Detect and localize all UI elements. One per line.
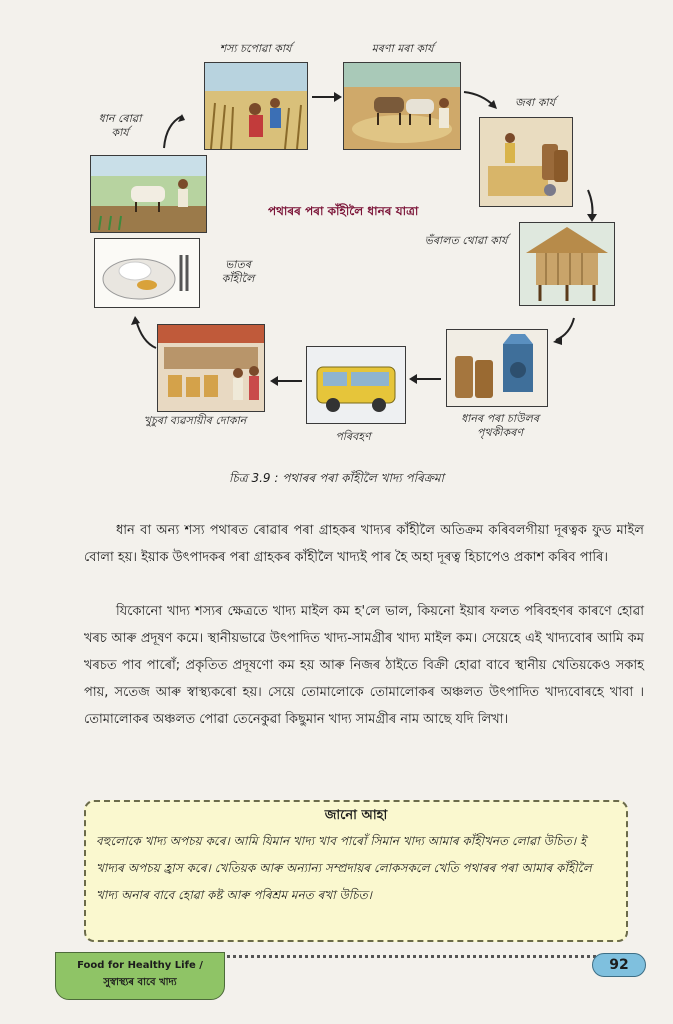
sowing-picture <box>90 155 207 233</box>
arrow-icon <box>550 316 580 346</box>
arrow-icon <box>128 312 160 352</box>
arrow-icon <box>582 188 602 224</box>
arrow-icon <box>462 88 500 112</box>
harvest-picture <box>204 62 308 150</box>
label-storage: ভঁৰালত থোৱা কাৰ্য <box>424 234 508 247</box>
figure-center-title: পথাৰৰ পৰা কাঁহীলৈ ধানৰ যাত্ৰা <box>268 204 419 218</box>
book-title-english: Food for Healthy Life / <box>77 960 203 971</box>
retail-shop-picture <box>157 324 265 412</box>
box-title: জানো আহা <box>324 808 388 823</box>
paragraph-local-food: যিকোনো খাদ্য শস্যৰ ক্ষেত্ৰতে খাদ্য মাইল কম হ'লে ভাল, কিয়নো ইয়াৰ ফলত পৰিবহণৰ কাৰণে হোৱা খৰচ আৰু প্ৰদূষণ কমে। স্থানীয়ভাৱে উৎপাদিত খাদ্য-সামগ্ৰীৰ খাদ্য মাইল কম। সেয়েহে এই খাদ্যবোৰ আমি কম খৰচত পাব পাৰোঁ; প্ৰকৃতিত প্ৰদূষণো কম হয় আৰু নিজৰ ঠাইতে বিক্ৰী হোৱা বাবে স্থানীয় খেতিয়কেও সকাহ পায়, সতেজ আৰু স্বাস্থ্যকৰো হয়। সেয়ে তোমালোকে তোমালোকৰ অঞ্চলত উৎপাদিত খাদ্যবোৰহে খাবা । তোমালোকৰ অঞ্চলত পোৱা তেনেকুৱা কিছুমান খাদ্য সামগ্ৰীৰ নাম আছে যদি লিখা। <box>84 604 644 727</box>
rice-plate-picture <box>94 238 200 308</box>
rice-mill-picture <box>446 329 548 407</box>
label-shop: খুচুৰা ব্যৱসায়ীৰ দোকান <box>143 414 247 427</box>
label-drying: জৰা কাৰ্য <box>515 96 555 109</box>
label-threshing: মৰণা মৰা কাৰ্য <box>371 42 434 55</box>
arrow-icon <box>268 374 304 388</box>
threshing-picture <box>343 62 461 150</box>
label-sowing: ধান ৰোৱা কাৰ্য <box>98 112 142 139</box>
label-harvest: শস্য চপোৱা কাৰ্য <box>219 42 292 55</box>
book-title-tab <box>55 952 225 1000</box>
arrow-icon <box>158 112 188 152</box>
transport-van-picture <box>306 346 406 424</box>
figure-caption: চিত্ৰ 3.9 : পথাৰৰ পৰা কাঁহীলৈ খাদ্য পৰিক্ৰমা <box>228 471 445 485</box>
box-text: বহুলোকে খাদ্য অপচয় কৰে। আমি যিমান খাদ্য খাব পাৰোঁ সিমান খাদ্য আমাৰ কাঁহীখনত লোৱা উচিত। ই খাদ্যৰ অপচয় হ্ৰাস কৰে। খেতিয়ক আৰু অন্যান্য সম্প্ৰদায়ৰ লোকসকলে খেতি পথাৰৰ পৰা আমাৰ কাঁহীলৈ খাদ্য অনাৰ বাবে হোৱা কষ্ট আৰু পৰিশ্ৰম মনত ৰখা উচিত। <box>96 834 592 902</box>
label-plate: ভাতৰ কাঁহীলৈ <box>221 258 255 285</box>
drying-picture <box>479 117 573 207</box>
label-separation: ধানৰ পৰা চাউলৰ পৃথকীকৰণ <box>460 412 540 439</box>
arrow-icon <box>310 90 344 104</box>
paragraph-food-mile: ধান বা অন্য শস্য পথাৰত ৰোৱাৰ পৰা গ্ৰাহকৰ খাদ্যৰ কাঁহীলৈ অতিক্ৰম কৰিবলগীয়া দূৰত্বক ফুড মাইল বোলা হয়। ইয়াক উৎপাদকৰ পৰা গ্ৰাহকৰ কাঁহীলৈ খাদ্যই পাৰ হৈ অহা দূৰত্ব হিচাপেও প্ৰকাশ কৰিব পাৰি। <box>84 523 644 565</box>
arrow-icon <box>407 372 443 386</box>
label-transport: পৰিবহণ <box>335 430 371 443</box>
did-you-know-box <box>84 800 628 942</box>
page-number: 92 <box>592 953 646 977</box>
storage-granary-picture <box>519 222 615 306</box>
book-title-assamese: সুস্বাস্থ্যৰ বাবে খাদ্য <box>103 977 177 988</box>
